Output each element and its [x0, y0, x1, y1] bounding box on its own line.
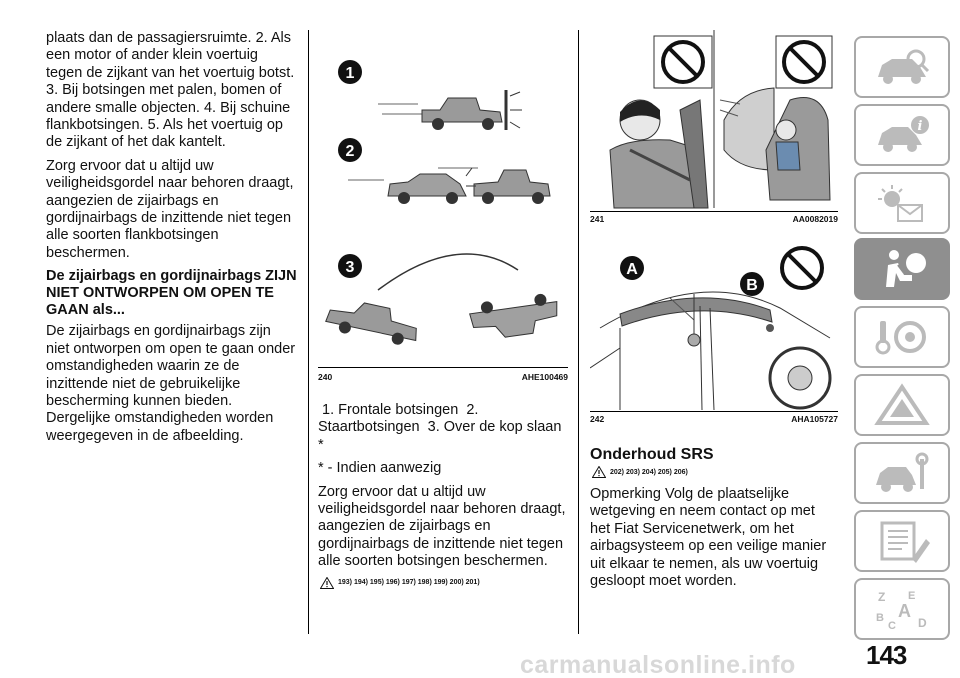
car-service-icon — [872, 451, 932, 495]
curtain-airbag-illustration — [590, 228, 838, 410]
watermark: carmanualsonline.info — [520, 651, 796, 678]
paragraph-not-designed: De zijairbags en gordijnairbags zijn niet ontworpen om open te gaan onder omstandigheden waarin ze de inzittende niet de gebruikelijke bescherming kunnen bieden. Dergelijke omstandigheden worden weergegeven in de afbeelding. — [46, 323, 296, 444]
car-search-icon — [872, 45, 932, 89]
figure-241-caption — [590, 214, 838, 224]
figure-242 — [590, 228, 838, 424]
nav-tab-maintenance[interactable] — [854, 442, 950, 504]
truck-frontal-icon — [378, 90, 522, 130]
airbag-seat-icon — [872, 247, 932, 291]
collision-types-illustration — [318, 30, 568, 364]
column-right-text — [590, 440, 838, 596]
nav-tab-starting-driving[interactable] — [854, 306, 950, 368]
nav-tab-technical-data[interactable] — [854, 510, 950, 572]
technical-data-icon — [872, 519, 932, 563]
nav-tab-warning-lights[interactable] — [854, 172, 950, 234]
svg-text:B: B — [876, 612, 884, 624]
warning-triangle-icon — [320, 577, 334, 589]
figure-code: AA0082019 — [792, 214, 838, 224]
svg-text:A: A — [898, 601, 911, 621]
paragraph-seatbelt-note: Zorg ervoor dat u altijd uw veiligheidsgordel naar behoren draagt, aangezien de zijairbags en gordijnairbags de inzittende niet tegen alle soorten botsingen beschermen. — [318, 483, 566, 570]
nav-tab-dashboard[interactable] — [854, 36, 950, 98]
nav-tab-index[interactable] — [854, 578, 950, 640]
nav-tab-safety[interactable] — [854, 238, 950, 300]
warning-references — [592, 466, 838, 478]
warning-numbers: 193) 194) 195) 196) 197) 198) 199) 200) 201) — [338, 579, 480, 587]
figure-code: AHA105727 — [791, 414, 838, 424]
figure-240 — [318, 30, 568, 382]
warning-numbers: 202) 203) 204) 205) 206) — [610, 468, 688, 476]
column-left — [46, 30, 298, 451]
figure-label-1: 1 — [345, 65, 355, 82]
nav-tab-emergency[interactable] — [854, 374, 950, 436]
warning-triangle-icon — [592, 466, 606, 478]
warning-lights-icon — [872, 181, 932, 225]
nav-tab-info[interactable] — [854, 104, 950, 166]
alphabet-index-icon — [872, 587, 932, 631]
figure-code: AHE100469 — [521, 372, 568, 382]
hanging-object-icon — [688, 334, 700, 346]
paragraph-srs-maintenance: Opmerking Volg de plaatselijke wetgeving en neem contact op met het Fiat Servicenetwerk, om het airbagsysteem op een veilige manier uit elkaar te nemen, als uw voertuig gesloopt moet worden. — [590, 486, 827, 590]
column-divider-1 — [308, 30, 309, 634]
svg-text:i: i — [917, 119, 923, 134]
paragraph-footnote: * - Indien aanwezig — [318, 460, 442, 477]
svg-text:Z: Z — [878, 590, 886, 604]
svg-text:C: C — [888, 620, 896, 631]
figure-242-caption — [590, 414, 838, 424]
rear-end-collision-icon — [348, 168, 550, 204]
column-divider-2 — [578, 30, 579, 634]
page-number: 143 — [866, 640, 907, 670]
figure-label-2: 2 — [345, 143, 355, 160]
svg-text:E: E — [908, 590, 916, 602]
figure-number: 241 — [590, 214, 605, 224]
section-heading-srs: Onderhoud SRS — [590, 446, 714, 463]
figure-number: 242 — [590, 414, 605, 424]
figure-241 — [590, 30, 838, 224]
paragraph-seatbelt-note: Zorg ervoor dat u altijd uw veiligheidsgordel naar behoren draagt, aangezien de zijairbags en gordijnairbags de inzittende niet tegen alle soorten flankbotsingen beschermen. — [46, 157, 294, 261]
figure-label-3: 3 — [345, 259, 355, 276]
emergency-triangle-icon — [872, 383, 932, 427]
column-middle-text — [318, 402, 568, 597]
key-steering-icon — [872, 315, 932, 359]
svg-text:D: D — [918, 616, 927, 630]
figure-label-a: A — [626, 261, 638, 278]
figure-label-b: B — [746, 277, 758, 294]
figure-240-caption — [318, 372, 568, 382]
heading-not-designed: De zijairbags en gordijnairbags ZIJN NIET ONTWORPEN OM OPEN TE GAAN als... — [46, 268, 297, 319]
paragraph-collision-list: 1. Frontale botsingen 2. Staartbotsingen 3. Over de kop slaan * — [318, 402, 566, 453]
child-airbag-warning-illustration — [590, 30, 838, 210]
car-info-icon — [872, 113, 932, 157]
warning-references — [320, 577, 568, 589]
figure-number: 240 — [318, 372, 333, 382]
paragraph-situations: plaats dan de passagiersruimte. 2. Als een motor of ander klein voertuig tegen de zijkant van het voertuig botst. 3. Bij botsingen met palen, bomen of andere smalle objecten. 4. Bij schuine flankbotsingen. 5. Als het voertuig op de zijkant of het dak kantelt. — [46, 30, 295, 151]
